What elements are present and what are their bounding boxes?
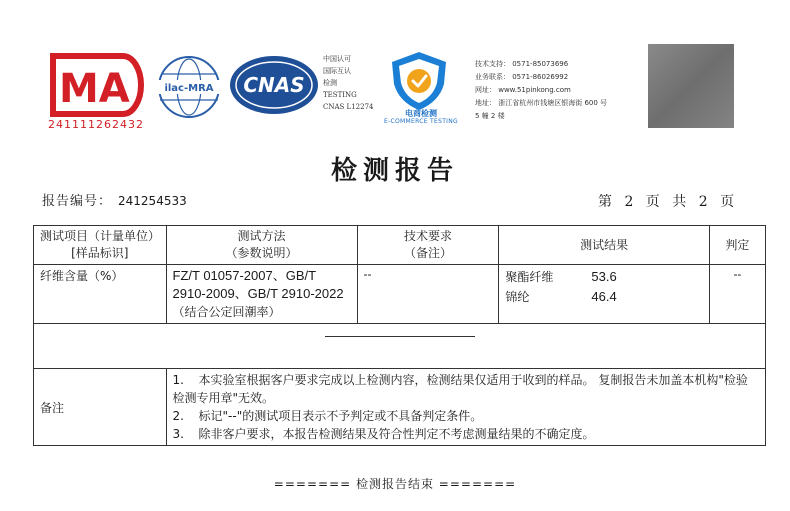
header-judgement: 判定 [709, 226, 765, 265]
qr-code-blurred [648, 44, 734, 128]
header-req-line2: （备注） [403, 246, 452, 260]
ilac-mra-logo [156, 52, 222, 122]
cell-judgement: -- [709, 265, 765, 324]
header-result: 测试结果 [499, 226, 709, 265]
cnas-line: TESTING [323, 91, 357, 99]
report-number [42, 190, 187, 209]
notes-cell [166, 369, 765, 446]
cma-number: 241111262432 [48, 118, 144, 131]
note-number: 1. [172, 373, 184, 387]
cnas-line: 中国认可 [323, 55, 351, 63]
cma-logo-text: MA [59, 66, 130, 112]
cnas-line: 检测 [323, 79, 337, 87]
ecommerce-testing-english: E-COMMERCE TESTING [383, 118, 458, 125]
divider-line [325, 336, 475, 337]
ilac-mra-text: ilac-MRA [164, 83, 214, 94]
contact-address: 地址： 浙江省杭州市钱塘区银海街 600 号 [475, 99, 608, 107]
header-item [34, 226, 167, 265]
blank-row [34, 324, 766, 369]
cnas-accreditation-text [323, 53, 373, 113]
note-number: 3. [172, 427, 184, 441]
ecommerce-testing-label: 电商检测 [405, 109, 437, 118]
contact-website: 网址： www.51pinkong.com [475, 86, 571, 94]
result-fiber-name: 锦纶 [505, 290, 530, 304]
notes-row [34, 369, 766, 446]
cell-results [499, 265, 709, 324]
cnas-line: 国际互认 [323, 67, 351, 75]
page-info: 第 2 页 共 2 页 [598, 194, 739, 210]
ecommerce-testing-shield-icon [384, 50, 454, 112]
result-fiber-value: 46.4 [591, 289, 617, 304]
result-row [505, 287, 702, 307]
cell-method [166, 265, 357, 324]
cell-requirement: -- [357, 265, 499, 324]
method-standard-line2: 2910-2009、GB/T 2910-2022 [172, 286, 344, 301]
header-req-line1: 技术要求 [403, 229, 452, 243]
report-table [33, 225, 766, 446]
cnas-logo [228, 54, 320, 116]
header-method-line1: 测试方法 [237, 229, 286, 243]
contact-address-line2: 5 幢 2 楼 [475, 112, 505, 120]
contact-tech-support: 技术支持： 0571-85073696 [475, 60, 569, 68]
cnas-logo-text: CNAS [243, 73, 305, 97]
note-text: 除非客户要求，本报告检测结果及符合性判定不考虑测量结果的不确定度。 [198, 427, 595, 441]
contact-info [475, 58, 607, 123]
method-note: （结合公定回潮率） [172, 305, 281, 319]
table-row [34, 265, 766, 324]
note-text: 本实验室根据客户要求完成以上检测内容，检测结果仅适用于收到的样品。 复制报告未加盖本机构"检验检测专用章"无效。 [172, 373, 748, 405]
blank-cell [34, 324, 766, 369]
result-fiber-name: 聚酯纤维 [505, 270, 554, 284]
result-row [505, 267, 702, 287]
note-item [173, 371, 759, 407]
cnas-line: CNAS L12274 [323, 103, 374, 111]
cell-item: 纤维含量（%） [34, 265, 167, 324]
note-text: 标记"--"的测试项目表示不予判定或不具备判定条件。 [198, 409, 483, 423]
report-number-value: 241254533 [118, 194, 187, 208]
header-item-line1: 测试项目（计量单位） [40, 229, 161, 243]
result-fiber-value: 53.6 [591, 269, 617, 284]
header-method [166, 226, 357, 265]
contact-business: 业务联系： 0571-86026992 [475, 73, 569, 81]
header-method-line2: （参数说明） [225, 246, 298, 260]
method-standard-line1: FZ/T 01057-2007、GB/T [172, 268, 317, 283]
table-header-row [34, 226, 766, 265]
note-item [173, 407, 759, 425]
cma-logo [47, 52, 145, 118]
note-number: 2. [172, 409, 184, 423]
header-requirement [357, 226, 499, 265]
notes-label: 备注 [34, 369, 167, 446]
report-number-label: 报告编号： [42, 194, 113, 209]
report-end-line: ======= 检测报告结束 ======= [273, 477, 517, 491]
note-item [173, 425, 759, 443]
report-title: 检测报告 [330, 156, 459, 186]
header-item-line2: [样品标识] [71, 246, 129, 260]
